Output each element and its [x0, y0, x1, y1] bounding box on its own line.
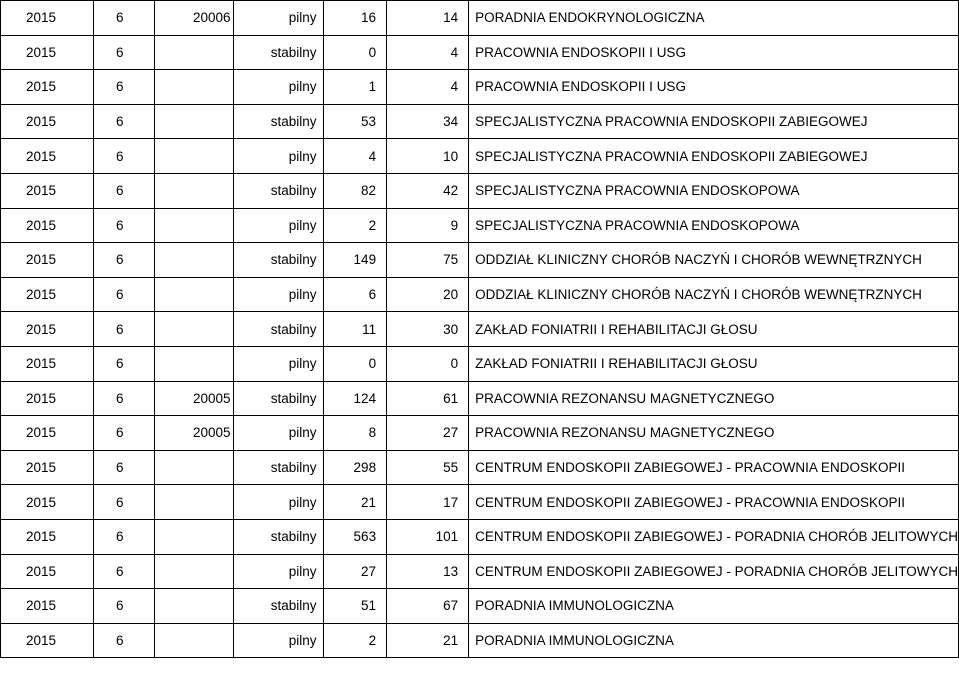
cell-unit-name: SPECJALISTYCZNA PRACOWNIA ENDOSKOPII ZABIEGOWEJ — [469, 104, 959, 139]
table-row — [1, 173, 959, 208]
cell-month: 6 — [94, 485, 155, 520]
cell-month: 6 — [94, 208, 155, 243]
cell-code — [154, 589, 233, 624]
cell-unit-name: ODDZIAŁ KLINICZNY CHORÓB NACZYŃ I CHORÓB WEWNĘTRZNYCH — [469, 277, 959, 312]
cell-unit-name: PRACOWNIA REZONANSU MAGNETYCZNEGO — [469, 381, 959, 416]
cell-status: pilny — [233, 70, 323, 105]
cell-count-2: 14 — [387, 1, 469, 36]
cell-year: 2015 — [1, 346, 94, 381]
cell-year: 2015 — [1, 381, 94, 416]
cell-month: 6 — [94, 346, 155, 381]
cell-count-1: 21 — [323, 485, 387, 520]
table-row — [1, 589, 959, 624]
cell-count-2: 61 — [387, 381, 469, 416]
cell-unit-name: SPECJALISTYCZNA PRACOWNIA ENDOSKOPII ZABIEGOWEJ — [469, 139, 959, 174]
cell-unit-name: ODDZIAŁ KLINICZNY CHORÓB NACZYŃ I CHORÓB WEWNĘTRZNYCH — [469, 243, 959, 278]
cell-count-2: 13 — [387, 554, 469, 589]
cell-year: 2015 — [1, 35, 94, 70]
cell-unit-name: CENTRUM ENDOSKOPII ZABIEGOWEJ - PRACOWNIA ENDOSKOPII — [469, 450, 959, 485]
cell-month: 6 — [94, 139, 155, 174]
cell-month: 6 — [94, 173, 155, 208]
cell-count-2: 30 — [387, 312, 469, 347]
cell-code — [154, 623, 233, 658]
table-row — [1, 623, 959, 658]
cell-code: 20006 — [154, 1, 233, 36]
cell-code — [154, 519, 233, 554]
cell-month: 6 — [94, 277, 155, 312]
cell-count-2: 10 — [387, 139, 469, 174]
cell-year: 2015 — [1, 139, 94, 174]
cell-code — [154, 312, 233, 347]
table-row — [1, 243, 959, 278]
cell-year: 2015 — [1, 173, 94, 208]
cell-status: pilny — [233, 277, 323, 312]
cell-status: stabilny — [233, 35, 323, 70]
cell-count-1: 8 — [323, 416, 387, 451]
cell-code — [154, 485, 233, 520]
cell-count-2: 34 — [387, 104, 469, 139]
cell-count-2: 21 — [387, 623, 469, 658]
cell-count-2: 0 — [387, 346, 469, 381]
cell-count-1: 149 — [323, 243, 387, 278]
cell-year: 2015 — [1, 519, 94, 554]
table-row — [1, 450, 959, 485]
cell-unit-name: PRACOWNIA REZONANSU MAGNETYCZNEGO — [469, 416, 959, 451]
cell-code — [154, 70, 233, 105]
cell-count-2: 67 — [387, 589, 469, 624]
cell-month: 6 — [94, 554, 155, 589]
table-row — [1, 554, 959, 589]
cell-month: 6 — [94, 623, 155, 658]
cell-count-1: 16 — [323, 1, 387, 36]
cell-unit-name: CENTRUM ENDOSKOPII ZABIEGOWEJ - PRACOWNIA ENDOSKOPII — [469, 485, 959, 520]
cell-count-2: 101 — [387, 519, 469, 554]
cell-status: pilny — [233, 623, 323, 658]
cell-code — [154, 139, 233, 174]
table-row — [1, 35, 959, 70]
cell-count-1: 1 — [323, 70, 387, 105]
cell-month: 6 — [94, 104, 155, 139]
cell-status: stabilny — [233, 519, 323, 554]
cell-count-1: 2 — [323, 208, 387, 243]
cell-count-2: 55 — [387, 450, 469, 485]
cell-month: 6 — [94, 589, 155, 624]
cell-code: 20005 — [154, 381, 233, 416]
cell-unit-name: SPECJALISTYCZNA PRACOWNIA ENDOSKOPOWA — [469, 173, 959, 208]
cell-month: 6 — [94, 312, 155, 347]
cell-month: 6 — [94, 416, 155, 451]
cell-status: stabilny — [233, 243, 323, 278]
cell-year: 2015 — [1, 554, 94, 589]
cell-unit-name: CENTRUM ENDOSKOPII ZABIEGOWEJ - PORADNIA CHORÓB JELITOWYCH — [469, 519, 959, 554]
cell-year: 2015 — [1, 623, 94, 658]
cell-code — [154, 243, 233, 278]
table-row — [1, 519, 959, 554]
table-row — [1, 346, 959, 381]
cell-year: 2015 — [1, 416, 94, 451]
cell-year: 2015 — [1, 277, 94, 312]
cell-count-1: 0 — [323, 35, 387, 70]
cell-count-1: 298 — [323, 450, 387, 485]
cell-status: stabilny — [233, 104, 323, 139]
table-row — [1, 381, 959, 416]
table-body — [1, 1, 959, 658]
cell-code — [154, 35, 233, 70]
cell-status: stabilny — [233, 450, 323, 485]
cell-year: 2015 — [1, 208, 94, 243]
cell-status: stabilny — [233, 381, 323, 416]
cell-count-1: 27 — [323, 554, 387, 589]
cell-year: 2015 — [1, 589, 94, 624]
cell-month: 6 — [94, 381, 155, 416]
table-row — [1, 485, 959, 520]
cell-count-1: 51 — [323, 589, 387, 624]
cell-month: 6 — [94, 450, 155, 485]
cell-unit-name: PORADNIA IMMUNOLOGICZNA — [469, 589, 959, 624]
cell-count-1: 563 — [323, 519, 387, 554]
table-row — [1, 70, 959, 105]
cell-unit-name: SPECJALISTYCZNA PRACOWNIA ENDOSKOPOWA — [469, 208, 959, 243]
cell-count-1: 4 — [323, 139, 387, 174]
cell-status: stabilny — [233, 173, 323, 208]
cell-status: pilny — [233, 346, 323, 381]
cell-year: 2015 — [1, 243, 94, 278]
cell-year: 2015 — [1, 1, 94, 36]
cell-month: 6 — [94, 70, 155, 105]
cell-count-1: 0 — [323, 346, 387, 381]
cell-code — [154, 554, 233, 589]
cell-count-2: 27 — [387, 416, 469, 451]
cell-count-1: 11 — [323, 312, 387, 347]
cell-count-1: 53 — [323, 104, 387, 139]
cell-year: 2015 — [1, 450, 94, 485]
cell-month: 6 — [94, 519, 155, 554]
cell-count-2: 20 — [387, 277, 469, 312]
table-row — [1, 139, 959, 174]
cell-unit-name: ZAKŁAD FONIATRII I REHABILITACJI GŁOSU — [469, 312, 959, 347]
cell-status: pilny — [233, 1, 323, 36]
cell-code — [154, 104, 233, 139]
cell-count-2: 4 — [387, 70, 469, 105]
cell-status: pilny — [233, 416, 323, 451]
cell-count-2: 9 — [387, 208, 469, 243]
cell-unit-name: CENTRUM ENDOSKOPII ZABIEGOWEJ - PORADNIA CHORÓB JELITOWYCH — [469, 554, 959, 589]
cell-unit-name: PRACOWNIA ENDOSKOPII I USG — [469, 35, 959, 70]
cell-year: 2015 — [1, 70, 94, 105]
cell-year: 2015 — [1, 485, 94, 520]
cell-code — [154, 277, 233, 312]
cell-month: 6 — [94, 243, 155, 278]
cell-count-2: 17 — [387, 485, 469, 520]
cell-count-1: 82 — [323, 173, 387, 208]
cell-month: 6 — [94, 35, 155, 70]
cell-status: pilny — [233, 485, 323, 520]
cell-unit-name: ZAKŁAD FONIATRII I REHABILITACJI GŁOSU — [469, 346, 959, 381]
cell-status: pilny — [233, 208, 323, 243]
cell-status: pilny — [233, 139, 323, 174]
cell-count-1: 2 — [323, 623, 387, 658]
table-row — [1, 208, 959, 243]
cell-unit-name: PORADNIA ENDOKRYNOLOGICZNA — [469, 1, 959, 36]
table-row — [1, 1, 959, 36]
cell-year: 2015 — [1, 104, 94, 139]
cell-count-1: 6 — [323, 277, 387, 312]
cell-month: 6 — [94, 1, 155, 36]
cell-code — [154, 173, 233, 208]
cell-status: stabilny — [233, 589, 323, 624]
table-row — [1, 416, 959, 451]
cell-code — [154, 450, 233, 485]
cell-code — [154, 346, 233, 381]
cell-unit-name: PRACOWNIA ENDOSKOPII I USG — [469, 70, 959, 105]
cell-count-2: 75 — [387, 243, 469, 278]
cell-code — [154, 208, 233, 243]
cell-code: 20005 — [154, 416, 233, 451]
table-row — [1, 312, 959, 347]
cell-unit-name: PORADNIA IMMUNOLOGICZNA — [469, 623, 959, 658]
cell-count-2: 42 — [387, 173, 469, 208]
cell-status: pilny — [233, 554, 323, 589]
cell-year: 2015 — [1, 312, 94, 347]
cell-count-2: 4 — [387, 35, 469, 70]
table-row — [1, 277, 959, 312]
cell-count-1: 124 — [323, 381, 387, 416]
table-row — [1, 104, 959, 139]
cell-status: stabilny — [233, 312, 323, 347]
